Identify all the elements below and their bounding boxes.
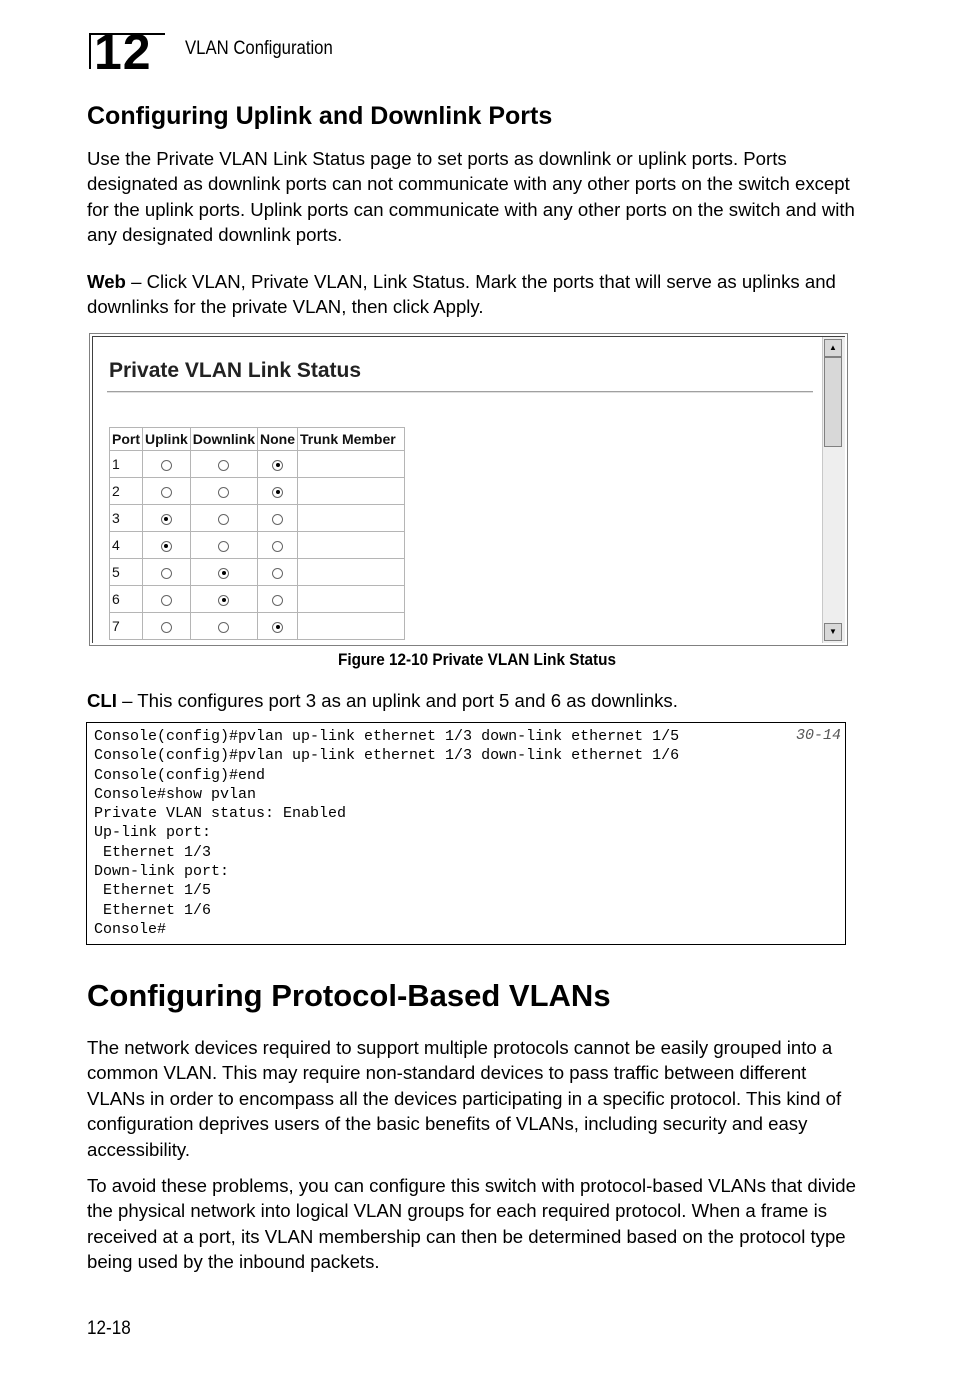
cli-text: – This configures port 3 as an uplink and port 5 and 6 as downlinks.: [116, 690, 678, 711]
none-cell: [258, 613, 298, 640]
code-line: Ethernet 1/3: [94, 843, 212, 861]
cli-code-block: [86, 722, 846, 945]
downlink-cell: [190, 613, 257, 640]
port-cell: 6: [110, 586, 143, 613]
scrollbar-thumb[interactable]: [824, 357, 842, 447]
none-radio[interactable]: [272, 514, 283, 525]
col-trunk-member: Trunk Member: [298, 428, 405, 451]
col-downlink: Downlink: [190, 428, 257, 451]
code-line: Private VLAN status: Enabled: [94, 805, 347, 823]
none-radio[interactable]: [272, 541, 283, 552]
uplink-radio[interactable]: [161, 595, 172, 606]
vertical-scrollbar[interactable]: [822, 337, 845, 643]
uplink-cell: [143, 586, 191, 613]
screenshot-viewport: [92, 336, 845, 643]
uplink-radio[interactable]: [161, 568, 172, 579]
col-uplink: Uplink: [143, 428, 191, 451]
col-none: None: [258, 428, 298, 451]
table-row: [110, 451, 405, 478]
trunk-member-cell: [298, 478, 405, 505]
table-row: [110, 559, 405, 586]
link-status-table: [109, 427, 405, 640]
code-line: Console(config)#end: [94, 766, 266, 784]
table-header-row: [110, 428, 405, 451]
table-row: [110, 532, 405, 559]
code-line: Up-link port:: [94, 824, 212, 842]
cli-code-lines: [94, 727, 679, 939]
cli-label: CLI: [87, 690, 117, 711]
code-line: Ethernet 1/6: [94, 901, 212, 919]
downlink-radio[interactable]: [218, 568, 229, 579]
title-divider: [107, 391, 813, 393]
running-title: VLAN Configuration: [185, 38, 333, 59]
scroll-up-arrow-icon[interactable]: ▲: [824, 339, 842, 357]
web-label: Web: [87, 271, 126, 292]
code-line: Console#show pvlan: [94, 785, 257, 803]
scroll-down-arrow-icon[interactable]: ▼: [824, 623, 842, 641]
downlink-cell: [190, 586, 257, 613]
downlink-cell: [190, 505, 257, 532]
page-number: 12-18: [87, 1318, 131, 1339]
none-cell: [258, 451, 298, 478]
port-cell: 2: [110, 478, 143, 505]
none-cell: [258, 505, 298, 532]
col-port: Port: [110, 428, 143, 451]
downlink-radio[interactable]: [218, 541, 229, 552]
none-cell: [258, 532, 298, 559]
code-line: Console(config)#pvlan up-link ethernet 1/3 down-link ethernet 1/5: [94, 728, 680, 745]
table-row: [110, 613, 405, 640]
protocol-vlans-paragraph-2: To avoid these problems, you can configure this switch with protocol-based VLANs that divide the physical network into logical VLAN groups for each required protocol. When a frame is received at a port, its VLAN membership can then be determined based on the protocol type being used by the inbound packets.: [87, 1175, 856, 1273]
none-radio[interactable]: [272, 460, 283, 471]
section-heading-uplink-downlink: Configuring Uplink and Downlink Ports: [87, 102, 553, 130]
uplink-cell: [143, 613, 191, 640]
downlink-radio[interactable]: [218, 460, 229, 471]
downlink-cell: [190, 559, 257, 586]
table-row: [110, 505, 405, 532]
trunk-member-cell: [298, 586, 405, 613]
cli-description: [87, 688, 857, 713]
uplink-cell: [143, 505, 191, 532]
trunk-member-cell: [298, 559, 405, 586]
uplink-cell: [143, 478, 191, 505]
trunk-member-cell: [298, 505, 405, 532]
code-line: Down-link port:: [94, 863, 230, 881]
code-line: Console#: [94, 920, 167, 938]
command-reference: 30-14: [795, 727, 841, 744]
uplink-cell: [143, 451, 191, 478]
section-heading-protocol-vlans: Configuring Protocol-Based VLANs: [87, 978, 611, 1013]
none-radio[interactable]: [272, 487, 283, 498]
none-cell: [258, 478, 298, 505]
none-cell: [258, 586, 298, 613]
uplink-cell: [143, 532, 191, 559]
trunk-member-cell: [298, 613, 405, 640]
uplink-cell: [143, 559, 191, 586]
uplink-radio[interactable]: [161, 541, 172, 552]
downlink-radio[interactable]: [218, 514, 229, 525]
figure-caption: Figure 12-10 Private VLAN Link Status: [337, 650, 617, 669]
uplink-radio[interactable]: [161, 514, 172, 525]
none-cell: [258, 559, 298, 586]
web-text: – Click VLAN, Private VLAN, Link Status. Mark the ports that will serve as uplinks and downlinks for the private VLAN, then click Apply.: [87, 271, 836, 318]
table-row: [110, 586, 405, 613]
port-cell: 7: [110, 613, 143, 640]
port-cell: 5: [110, 559, 143, 586]
protocol-vlans-paragraph-1: The network devices required to support multiple protocols cannot be easily grouped into a common VLAN. This may require non-standard devices to pass traffic between different VLANs in order to encompass all the devices participating in a specific protocol. This kind of configuration deprives users of the basic benefits of VLANs, including security and easy accessibility.: [87, 1037, 842, 1160]
none-radio[interactable]: [272, 622, 283, 633]
port-cell: 4: [110, 532, 143, 559]
downlink-cell: [190, 478, 257, 505]
trunk-member-cell: [298, 532, 405, 559]
port-cell: 1: [110, 451, 143, 478]
intro-paragraph: Use the Private VLAN Link Status page to set ports as downlink or uplink ports. Ports designated as downlink ports can not communicate with any other ports on the switch except for the uplink ports. Uplink ports can communicate with any other ports on the switch and with any designated downlink ports.: [87, 148, 855, 246]
screenshot-title: Private VLAN Link Status: [109, 359, 362, 382]
downlink-cell: [190, 532, 257, 559]
trunk-member-cell: [298, 451, 405, 478]
port-cell: 3: [110, 505, 143, 532]
code-line: Ethernet 1/5: [94, 882, 212, 900]
private-vlan-link-status-screenshot: [89, 333, 848, 646]
table-row: [110, 478, 405, 505]
uplink-radio[interactable]: [161, 487, 172, 498]
web-instructions: [87, 269, 857, 320]
chapter-number: 12: [94, 24, 152, 80]
none-radio[interactable]: [272, 568, 283, 579]
downlink-radio[interactable]: [218, 622, 229, 633]
uplink-radio[interactable]: [161, 460, 172, 471]
downlink-radio[interactable]: [218, 595, 229, 606]
downlink-cell: [190, 451, 257, 478]
downlink-radio[interactable]: [218, 487, 229, 498]
code-line: Console(config)#pvlan up-link ethernet 1/3 down-link ethernet 1/6: [94, 747, 680, 765]
uplink-radio[interactable]: [161, 622, 172, 633]
none-radio[interactable]: [272, 595, 283, 606]
